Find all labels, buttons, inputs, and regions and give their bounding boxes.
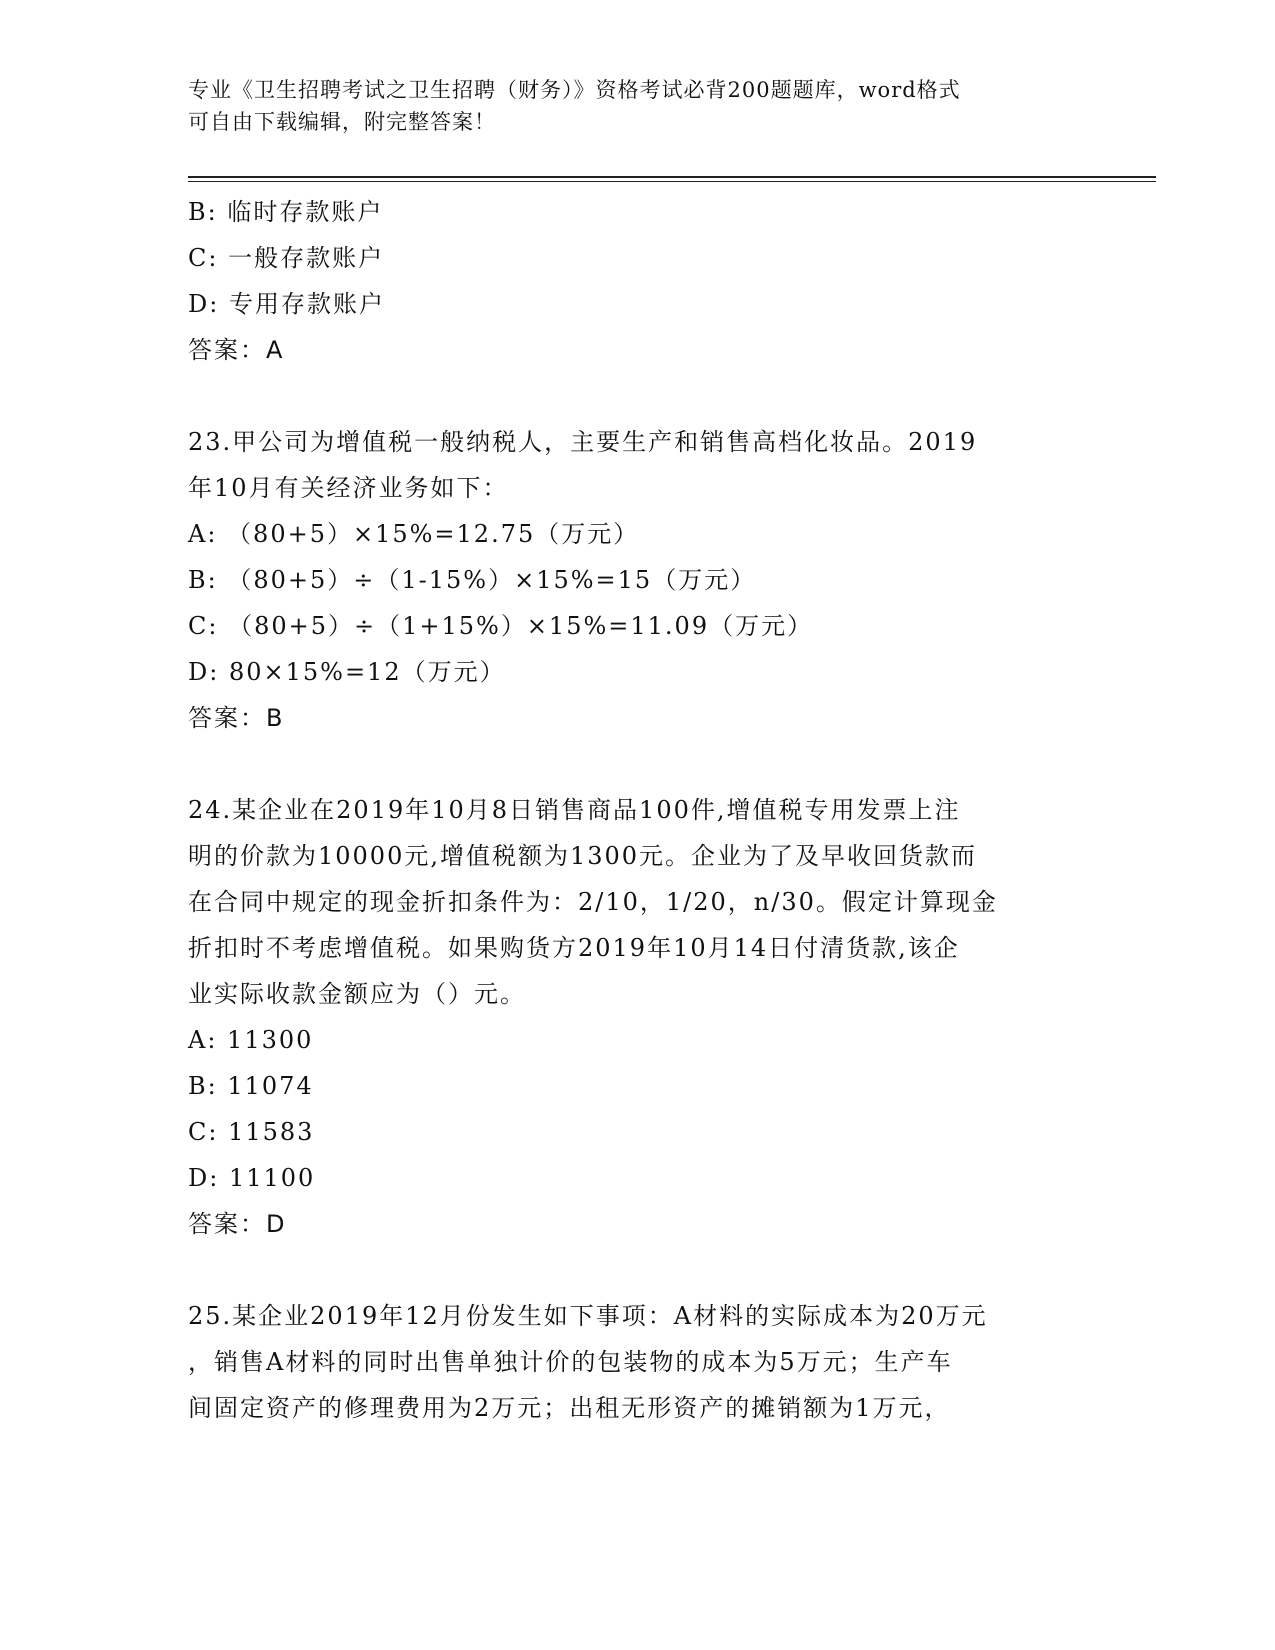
header-line-1: 专业《卫生招聘考试之卫生招聘（财务）》资格考试必背200题题库，word格式: [188, 78, 961, 102]
question-23: [188, 419, 1088, 741]
header-line-2: 可自由下载编辑，附完整答案！: [188, 110, 496, 134]
option-c: C: 一般存款账户: [188, 244, 385, 272]
question-25: [188, 1293, 1088, 1431]
option-d: D: 专用存款账户: [188, 290, 385, 318]
option-a: A: 11300: [188, 1026, 314, 1054]
question-22: [188, 189, 1088, 373]
question-stem-line: ，销售A材料的同时出售单独计价的包装物的成本为5万元；生产车: [188, 1348, 953, 1376]
question-stem-line: 25.某企业2019年12月份发生如下事项：A材料的实际成本为20万元: [188, 1302, 988, 1330]
option-b: B: 11074: [188, 1072, 314, 1100]
option-c: C: 11583: [188, 1118, 315, 1146]
answer-line: 答案：A: [188, 336, 285, 364]
question-stem-line: 24.某企业在2019年10月8日销售商品100件,增值税专用发票上注: [188, 796, 961, 824]
question-stem-line: 明的价款为10000元,增值税额为1300元。企业为了及早收回货款而: [188, 842, 978, 870]
document-body: [188, 189, 1088, 1431]
header-divider-thin: [188, 181, 1156, 182]
document-header: [188, 74, 1068, 138]
question-spacer: [188, 1247, 1088, 1293]
question-stem-line: 23.甲公司为增值税一般纳税人，主要生产和销售高档化妆品。2019: [188, 428, 978, 456]
question-stem-line: 业实际收款金额应为（）元。: [188, 980, 526, 1008]
option-b: B: （80+5）÷（1-15%）×15%=15（万元）: [188, 566, 757, 594]
question-spacer: [188, 373, 1088, 419]
option-b: B: 临时存款账户: [188, 198, 384, 226]
question-stem-line: 在合同中规定的现金折扣条件为：2/10，1/20，n/30。假定计算现金: [188, 888, 998, 916]
question-stem-line: 年10月有关经济业务如下：: [188, 474, 509, 502]
option-c: C: （80+5）÷（1+15%）×15%=11.09（万元）: [188, 612, 814, 640]
answer-line: 答案：B: [188, 704, 285, 732]
question-stem-line: 间固定资产的修理费用为2万元；出租无形资产的摊销额为1万元，: [188, 1394, 951, 1422]
question-24: [188, 787, 1088, 1247]
option-a: A: （80+5）×15%=12.75（万元）: [188, 520, 640, 548]
header-divider-thick: [188, 176, 1156, 178]
option-d: D: 80×15%=12（万元）: [188, 658, 506, 686]
question-spacer: [188, 741, 1088, 787]
option-d: D: 11100: [188, 1164, 316, 1192]
question-stem-line: 折扣时不考虑增值税。如果购货方2019年10月14日付清货款,该企: [188, 934, 960, 962]
answer-line: 答案：D: [188, 1210, 287, 1238]
